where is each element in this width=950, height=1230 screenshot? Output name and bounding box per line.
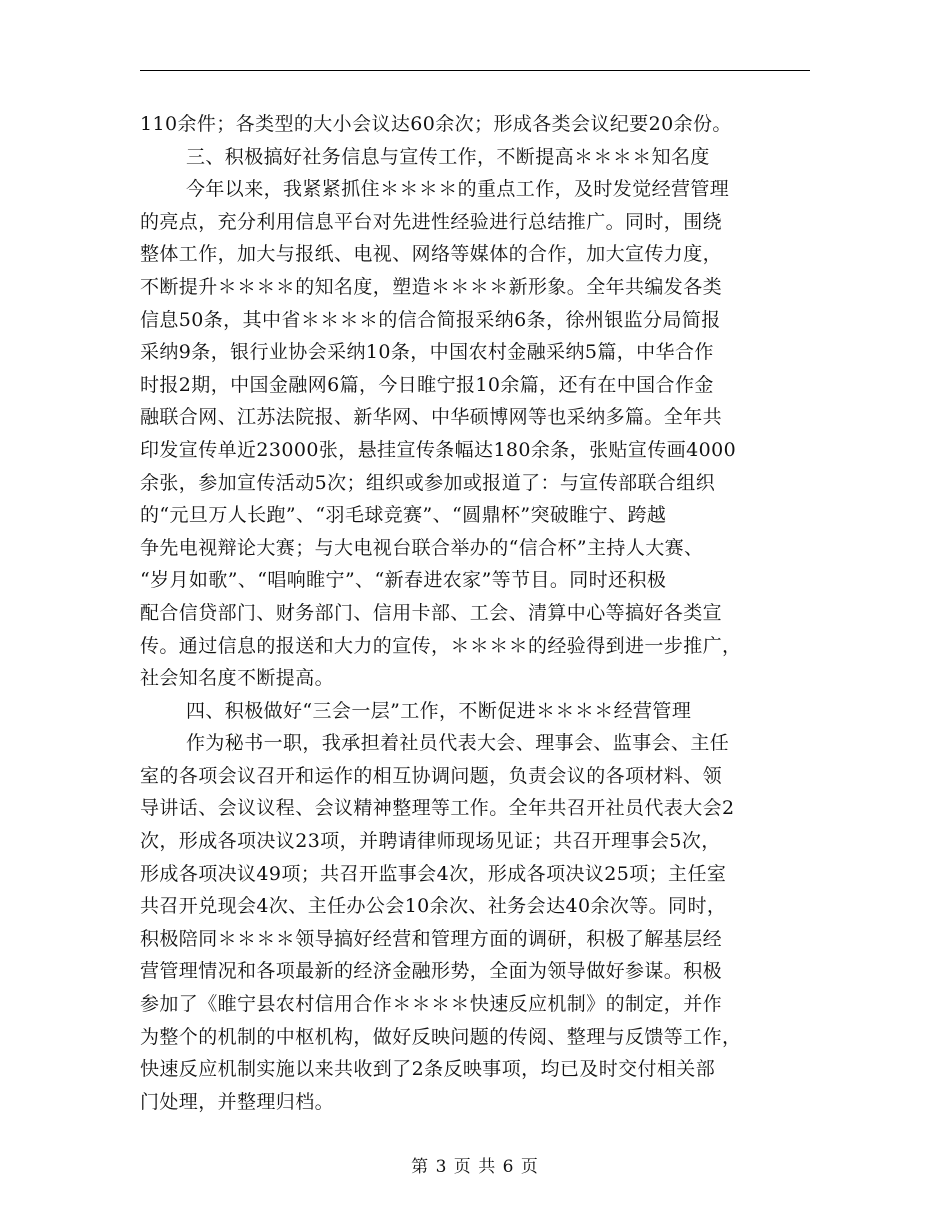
document-body	[140, 108, 812, 1118]
text-line: 信息50条，其中省＊＊＊＊的信合简报采纳6条，徐州银监分局简报	[140, 308, 721, 331]
text-line: 快速反应机制实施以来共收到了2条反映事项，均已及时交付相关部	[140, 1058, 716, 1081]
text-line: 次，形成各项决议23项，并聘请律师现场见证；共召开理事会5次，	[140, 830, 721, 853]
text-line: 不断提升＊＊＊＊的知名度，塑造＊＊＊＊新形象。全年共编发各类	[140, 275, 723, 298]
text-line: 积极陪同＊＊＊＊领导搞好经营和管理方面的调研，积极了解基层经	[140, 927, 723, 950]
text-line: “岁月如歌”、“唱响睢宁”、“新春进农家”等节目。同时还积极	[140, 569, 667, 592]
text-line: 整体工作，加大与报纸、电视、网络等媒体的合作，加大宣传力度，	[140, 243, 723, 266]
text-line: 四、积极做好“三会一层”工作，不断促进＊＊＊＊经营管理	[186, 699, 692, 722]
text-line: 110余件；各类型的大小会议达60余次；形成各类会议纪要20余份。	[140, 113, 732, 135]
text-line: 争先电视辩论大赛；与大电视台联合举办的“信合杯”主持人大赛、	[140, 536, 704, 559]
text-line: 采纳9条，银行业协会采纳10条，中国农村金融采纳5篇，中华合作	[140, 341, 714, 364]
text-line: 社会知名度不断提高。	[140, 667, 335, 690]
text-line: 参加了《睢宁县农村信用合作＊＊＊＊快速反应机制》的制定，并作	[140, 993, 723, 1016]
text-line: 导讲话、会议议程、会议精神整理等工作。全年共召开社员代表大会2	[140, 797, 735, 820]
text-line: 三、积极搞好社务信息与宣传工作，不断提高＊＊＊＊知名度	[186, 145, 710, 168]
text-line: 为整个的机制的中枢机构，做好反映问题的传阅、整理与反馈等工作，	[140, 1025, 742, 1048]
text-line: 室的各项会议召开和运作的相互协调问题，负责会议的各项材料、领	[140, 764, 723, 787]
text-line: 作为秘书一职，我承担着社员代表大会、理事会、监事会、主任	[186, 732, 730, 755]
text-line: 的亮点，充分利用信息平台对先进性经验进行总结推广。同时，围绕	[140, 210, 723, 233]
text-line: 的“元旦万人长跑”、“羽毛球竞赛”、“圆鼎杯”突破睢宁、跨越	[140, 504, 667, 527]
text-line: 余张，参加宣传活动5次；组织或参加或报道了：与宣传部联合组织	[140, 471, 716, 494]
text-line: 形成各项决议49项；共召开监事会4次，形成各项决议25项；主任室	[140, 862, 727, 885]
text-line: 时报2期，中国金融网6篇，今日睢宁报10余篇，还有在中国合作金	[140, 373, 714, 396]
text-line: 融联合网、江苏法院报、新华网、中华硕博网等也采纳多篇。全年共	[140, 406, 723, 429]
page-footer: 第 3 页 共 6 页	[411, 1157, 539, 1177]
text-line: 营管理情况和各项最新的经济金融形势，全面为领导做好参谋。积极	[140, 960, 723, 983]
text-line: 今年以来，我紧紧抓住＊＊＊＊的重点工作，及时发觉经营管理	[186, 178, 730, 201]
header-rule	[140, 70, 810, 71]
text-line: 门处理，并整理归档。	[140, 1090, 335, 1113]
text-line: 印发宣传单近23000张，悬挂宣传条幅达180余条，张贴宣传画4000	[140, 438, 737, 461]
text-line: 传。通过信息的报送和大力的宣传，＊＊＊＊的经验得到进一步推广，	[140, 634, 742, 657]
text-line: 配合信贷部门、财务部门、信用卡部、工会、清算中心等搞好各类宣	[140, 601, 723, 624]
text-line: 共召开兑现会4次、主任办公会10余次、社务会达40余次等。同时，	[140, 895, 727, 918]
